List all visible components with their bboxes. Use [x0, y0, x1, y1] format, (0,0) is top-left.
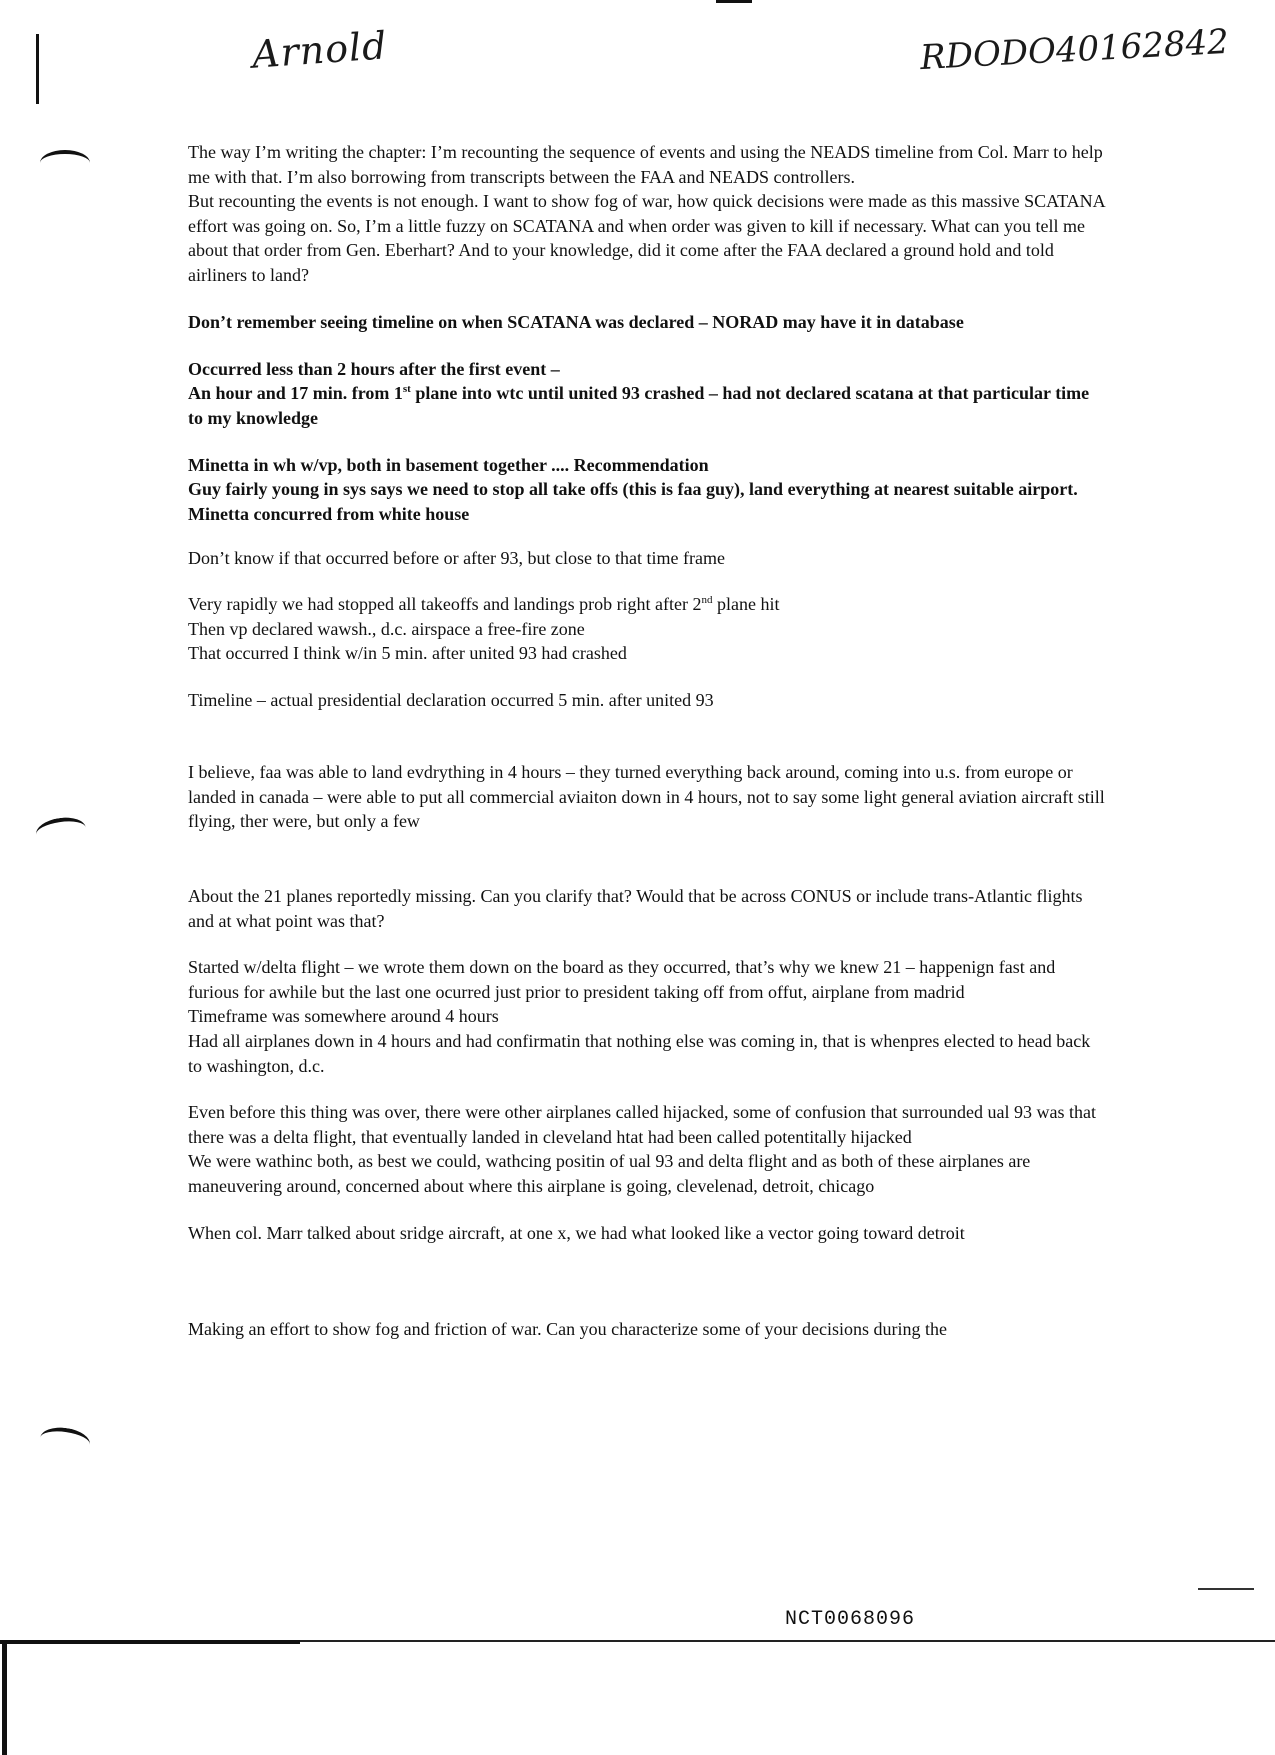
answer-line: plane into wtc until united 93 crashed – had not declared scatana at that particular time to my knowledge [188, 383, 1090, 428]
question-text: The way I’m writing the chapter: I’m recounting the sequence of events and using the NEADS timeline from Col. Marr to help me with that. I’m also borrowing from transcripts between the FAA and NEADS controllers. [188, 142, 1103, 187]
question-paragraph: Making an effort to show fog and friction of war. Can you characterize some of your decisions during the [188, 1319, 947, 1340]
scan-mark-right [1198, 1588, 1254, 1590]
answer-paragraph: Don’t remember seeing timeline on when SCATANA was declared – NORAD may have it in database [188, 312, 964, 333]
answer-line: An hour and 17 min. from 1 [188, 383, 403, 404]
handwritten-document-id: RDODO40162842 [919, 21, 1230, 79]
bates-number: NCT0068096 [785, 1608, 916, 1631]
answer-paragraph: Don’t know if that occurred before or after 93, but close to that time frame [188, 548, 725, 569]
answer-paragraph [188, 955, 1108, 1078]
question-text: But recounting the events is not enough. I want to show fog of war, how quick decisions were made as this massive SCATANA effort was going on. So, I’m a little fuzzy on SCATANA and when order was given to kill if necessary. What can you tell me about that order from Gen. Eberhart? And to your knowledge, did it come after the FAA declared a ground hold and told airliners to land? [188, 191, 1105, 285]
answer-line: That occurred I think w/in 5 min. after united 93 had crashed [188, 643, 627, 664]
handwritten-name: Arnold [250, 23, 389, 77]
answer-paragraph: When col. Marr talked about sridge aircraft, at one x, we had what looked like a vector going toward detroit [188, 1222, 965, 1243]
answer-paragraph [188, 453, 1108, 527]
superscript: nd [701, 593, 713, 606]
answer-line: Started w/delta flight – we wrote them down on the board as they occurred, that’s why we knew 21 – happenign fast and furious for awhile but the last one ocurred just prior to president taking off from offut, airplane from madrid [188, 957, 1056, 1002]
answer-paragraph: I believe, faa was able to land evdrything in 4 hours – they turned everything back around, coming into u.s. from europe or landed in canada – were able to put all commercial aviaiton down in 4 hours, not to say some light general aviation aircraft still flying, ther were, but only a few [188, 762, 1105, 832]
question-paragraph: About the 21 planes reportedly missing. Can you clarify that? Would that be across CONUS or include trans-Atlantic flights and at what point was that? [188, 886, 1083, 931]
document-body [188, 140, 1108, 1342]
answer-paragraph [188, 592, 1108, 666]
answer-line: Even before this thing was over, there were other airplanes called hijacked, some of confusion that surrounded ual 93 was that there was a delta flight, that eventually landed in cleveland htat had been called potentitally hijacked [188, 1102, 1096, 1147]
scan-edge-mark [0, 1640, 300, 1644]
answer-line: Timeframe was somewhere around 4 hours [188, 1006, 499, 1027]
answer-line: Had all airplanes down in 4 hours and had confirmatin that nothing else was coming in, that is whenpres elected to head back to washington, d.c. [188, 1031, 1091, 1076]
scan-edge-left [2, 1640, 7, 1755]
answer-line: Then vp declared wawsh., d.c. airspace a free-fire zone [188, 618, 585, 639]
answer-line: Minetta concurred from white house [188, 503, 470, 524]
answer-paragraph [188, 1100, 1108, 1198]
answer-paragraph [188, 357, 1108, 431]
answer-line: Guy fairly young in sys says we need to stop all take offs (this is faa guy), land everything at nearest suitable airport. [188, 479, 1078, 500]
scan-mark-left-bar [36, 34, 39, 104]
answer-line: We were wathinc both, as best we could, wathcing positin of ual 93 and delta flight and as both of these airplanes are maneuvering around, concerned about where this airplane is going, clevelenad, detroit, chicago [188, 1151, 1031, 1196]
hole-punch-mark-1 [40, 150, 90, 176]
scan-mark-top [716, 0, 752, 3]
hole-punch-mark-2 [34, 815, 87, 848]
hole-punch-mark-3 [38, 1425, 91, 1458]
answer-line: plane hit [712, 593, 780, 614]
answer-paragraph: Timeline – actual presidential declaration occurred 5 min. after united 93 [188, 689, 714, 710]
question-paragraph [188, 140, 1108, 288]
superscript: st [402, 383, 411, 396]
answer-line: Occurred less than 2 hours after the first event – [188, 358, 560, 379]
answer-line: Minetta in wh w/vp, both in basement together .... Recommendation [188, 454, 709, 475]
answer-line: Very rapidly we had stopped all takeoffs and landings prob right after 2 [188, 593, 702, 614]
